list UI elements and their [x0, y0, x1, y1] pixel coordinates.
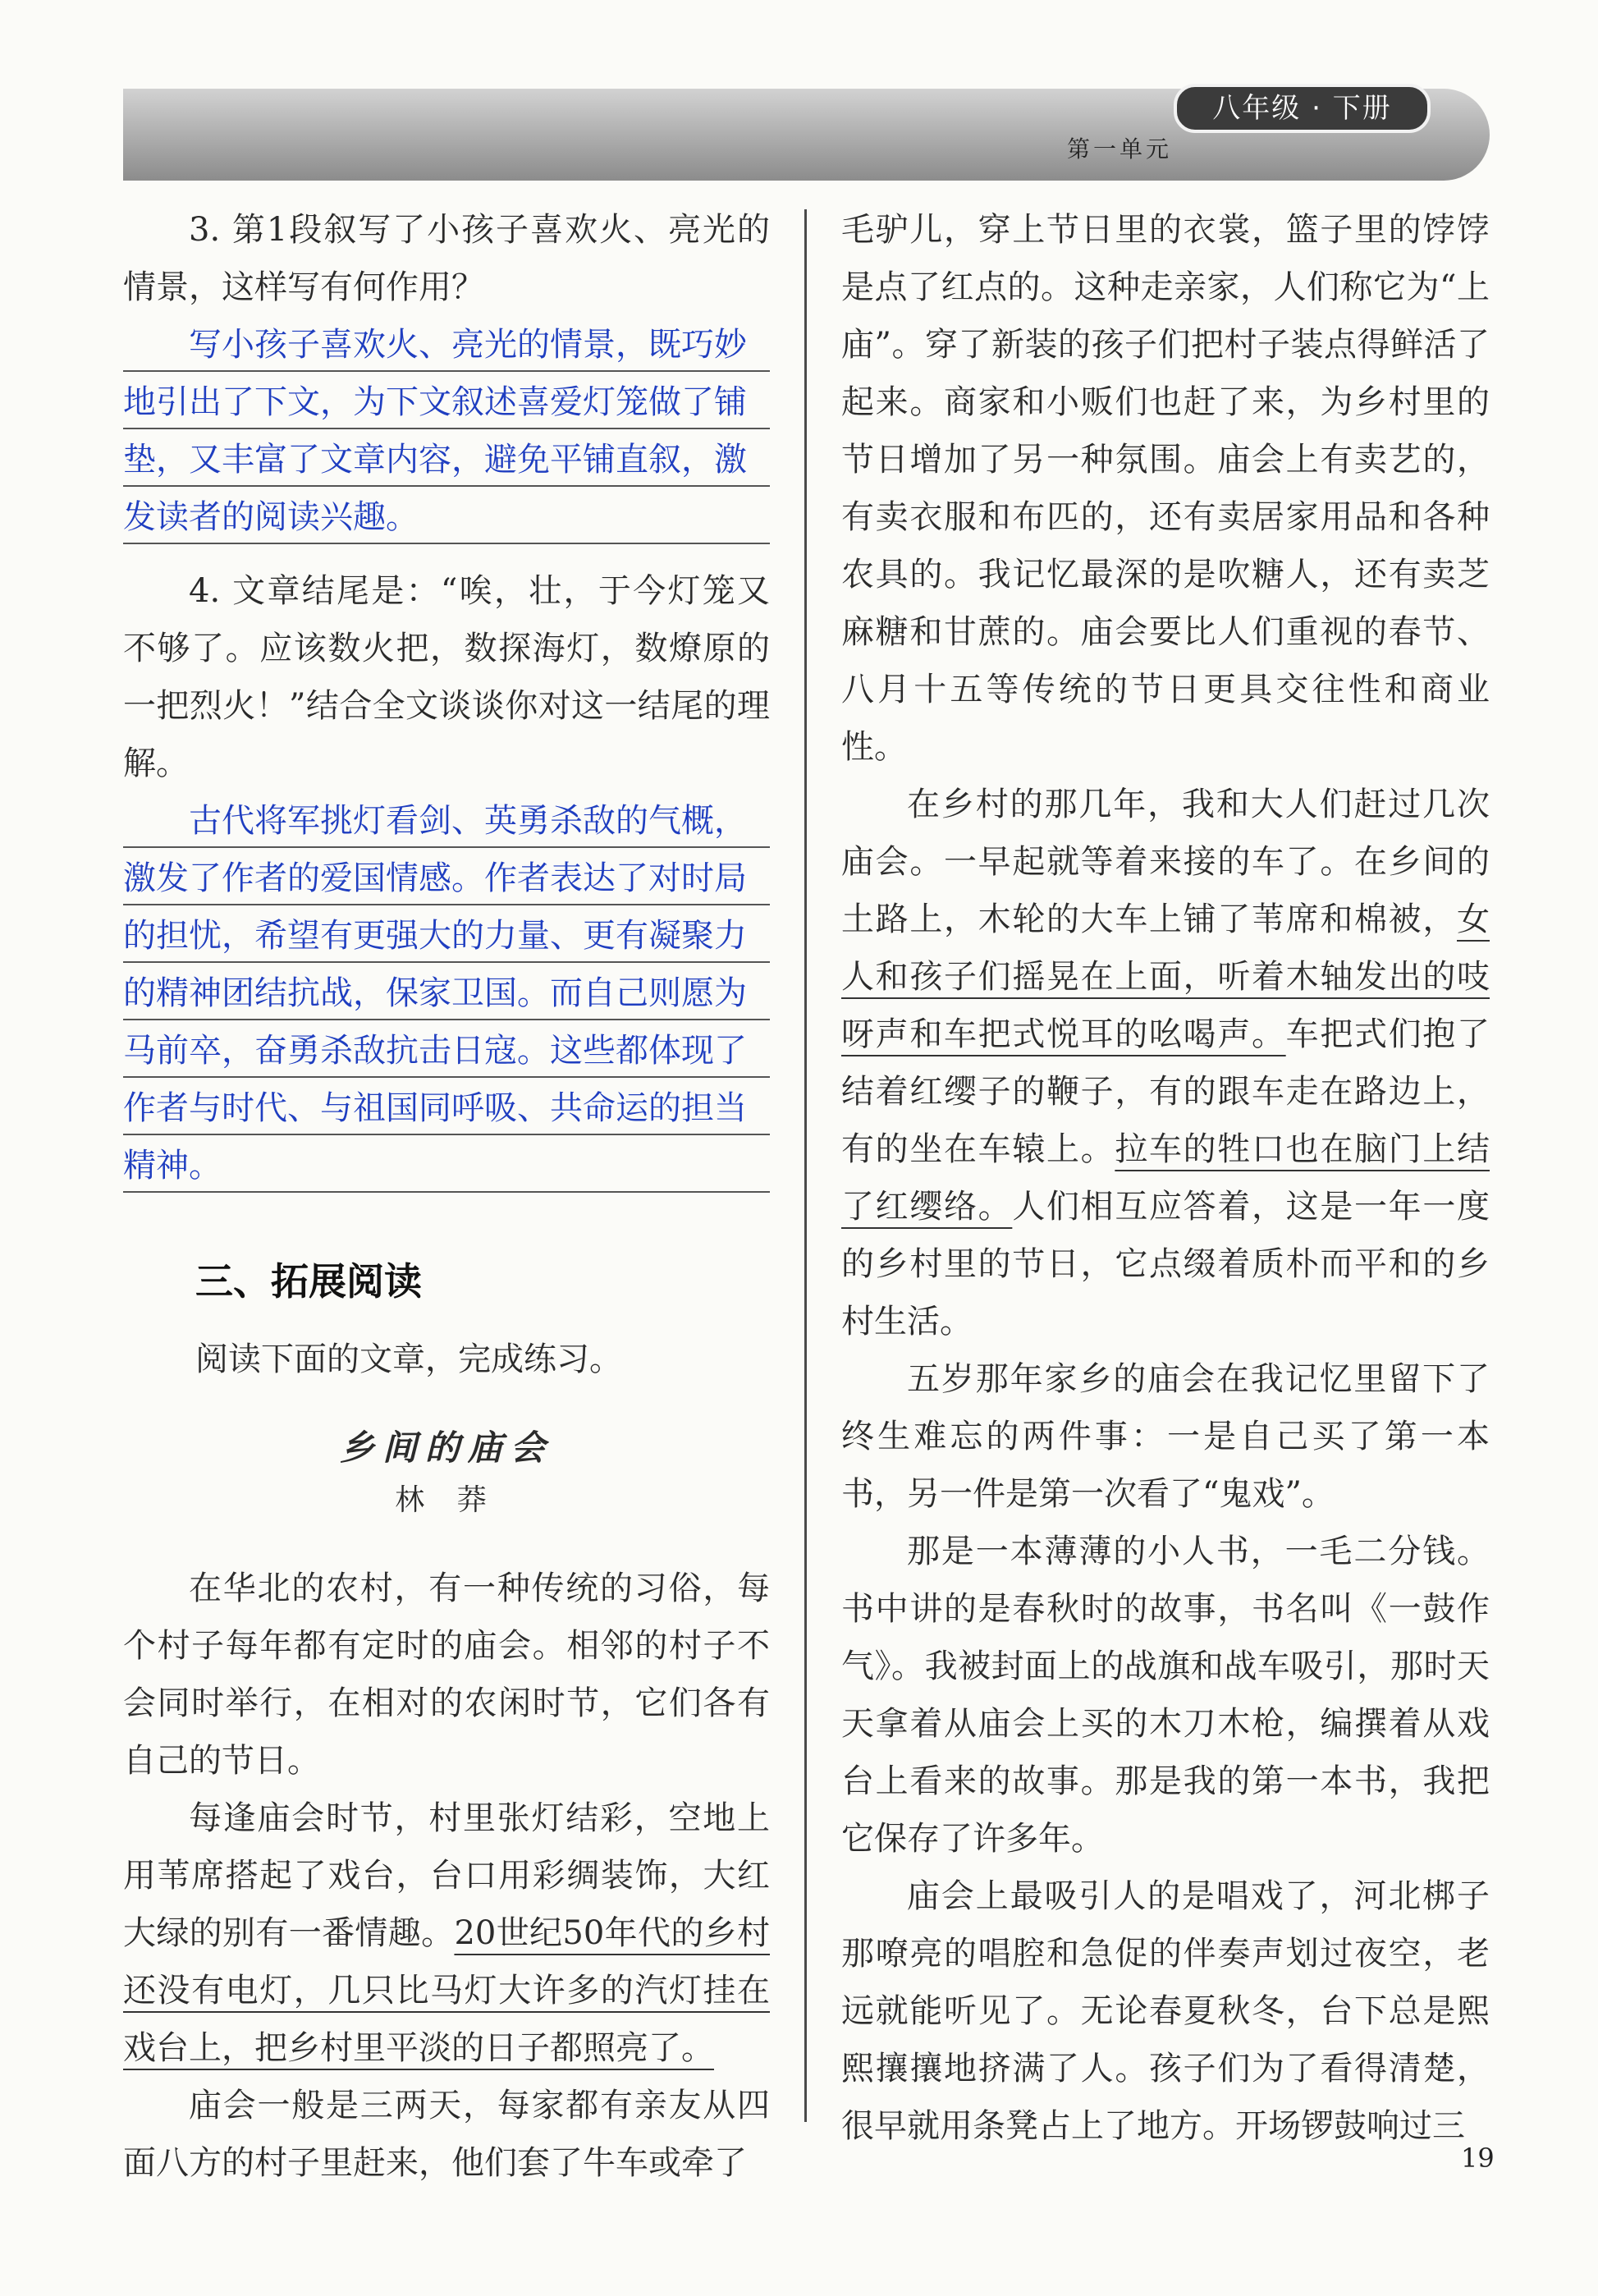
unit-label: 第一单元 [1067, 135, 1173, 163]
paragraph-4-text: 人们相互应答着，这是一年一度的乡村里的节日，它点缀着质朴而平和的乡村生活。 [841, 1188, 1490, 1340]
paragraph-4-text: 车把式们抱了结着红缨子的鞭子，有的跟车走在路边上，有的坐在车辕上。 [841, 1015, 1490, 1168]
page-number: 19 [1461, 2142, 1495, 2174]
grade-badge: 八年级 · 下册 [1174, 84, 1431, 133]
answer-4: 古代将军挑灯看剑、英勇杀敌的气概，激发了作者的爱国情感。作者表达了对时局的担忧，希望有更强大的力量、更有凝聚力的精神团结抗战，保家卫国。而自己则愿为马前卒，奋勇杀敌抗击日寇。这些都体现了作者与时代、与祖国同呼吸、共命运的担当精神。 [123, 792, 770, 1194]
instruction: 阅读下面的文章，完成练习。 [195, 1340, 622, 1378]
underlined-passage: 拉车的牲口也在脑门上结了红缨络。 [841, 1130, 1490, 1226]
paragraph-3: 庙会一般是三两天，每家都有亲友从四面八方的村子里赶来，他们套了牛车或牵了 [123, 2087, 770, 2182]
paragraph-1: 在华北的农村，有一种传统的习俗，每个村子每年都有定时的庙会。相邻的村子不会同时举行，在相对的农闲时节，它们各有自己的节日。 [123, 1570, 770, 1780]
question-4: 4. 文章结尾是：“唉，壮，于今灯笼又不够了。应该数火把，数探海灯，数燎原的一把烈火！”结合全文谈谈你对这一结尾的理解。 [123, 572, 770, 782]
paragraph-5: 五岁那年家乡的庙会在我记忆里留下了终生难忘的两件事：一是自己买了第一本书，另一件是第一次看了“鬼戏”。 [841, 1360, 1490, 1513]
underlined-passage: 20世纪50年代的乡村还没有电灯，几只比马灯大许多的汽灯挂在戏台上，把乡村里平淡的日子都照亮了。 [123, 1914, 771, 2067]
paragraph-3-continued: 毛驴儿，穿上节日里的衣裳，篮子里的饽饽是点了红点的。这种走亲家，人们称它为“上庙”。穿了新装的孩子们把村子装点得鲜活了起来。商家和小贩们也赶了来，为乡村里的节日增加了另一种氛围。庙会上有卖艺的，有卖衣服和布匹的，还有卖居家用品和各种农具的。我记忆最深的是吹糖人，还有卖芝麻糖和甘蔗的。庙会要比人们重视的春节、八月十五等传统的节日更具交往性和商业性。 [841, 211, 1490, 766]
section-title: 三、拓展阅读 [195, 1259, 422, 1304]
paragraph-4 [841, 776, 1490, 1350]
article-author: 林 莽 [395, 1483, 498, 1517]
paragraph-2-text: 每逢庙会时节，村里张灯结彩，空地上用苇席搭起了戏台，台口用彩绸装饰，大红大绿的别有一番情趣。 [123, 1799, 770, 1952]
paragraph-7: 庙会上最吸引人的是唱戏了，河北梆子那嘹亮的唱腔和急促的伴奏声划过夜空，老远就能听见了。无论春夏秋冬，台下总是熙熙攘攘地挤满了人。孩子们为了看得清楚，很早就用条凳占上了地方。开场锣鼓响过三 [841, 1877, 1490, 2145]
paragraph-6: 那是一本薄薄的小人书，一毛二分钱。书中讲的是春秋时的故事，书名叫《一鼓作气》。我被封面上的战旗和战车吸引，那时天天拿着从庙会上买的木刀木枪，编撰着从戏台上看来的故事。那是我的第一本书，我把它保存了许多年。 [841, 1533, 1490, 1858]
column-divider [804, 209, 807, 2122]
underlined-passage: 女人和孩子们摇晃在上面，听着木轴发出的吱呀声和车把式悦耳的吆喝声。 [841, 901, 1490, 1053]
paragraph-2 [123, 1790, 770, 2077]
left-column [123, 201, 770, 2192]
answer-3: 写小孩子喜欢火、亮光的情景，既巧妙地引出了下文，为下文叙述喜爱灯笼做了铺垫，又丰富了文章内容，避免平铺直叙，激发读者的阅读兴趣。 [123, 316, 770, 546]
right-column [841, 201, 1490, 2155]
question-3: 3. 第1段叙写了小孩子喜欢火、亮光的情景，这样写有何作用？ [123, 211, 770, 306]
article-title: 乡间的庙会 [339, 1428, 553, 1468]
paragraph-4-text: 在乡村的那几年，我和大人们赶过几次庙会。一早起就等着来接的车了。在乡间的土路上，木轮的大车上铺了苇席和棉被， [841, 786, 1490, 938]
